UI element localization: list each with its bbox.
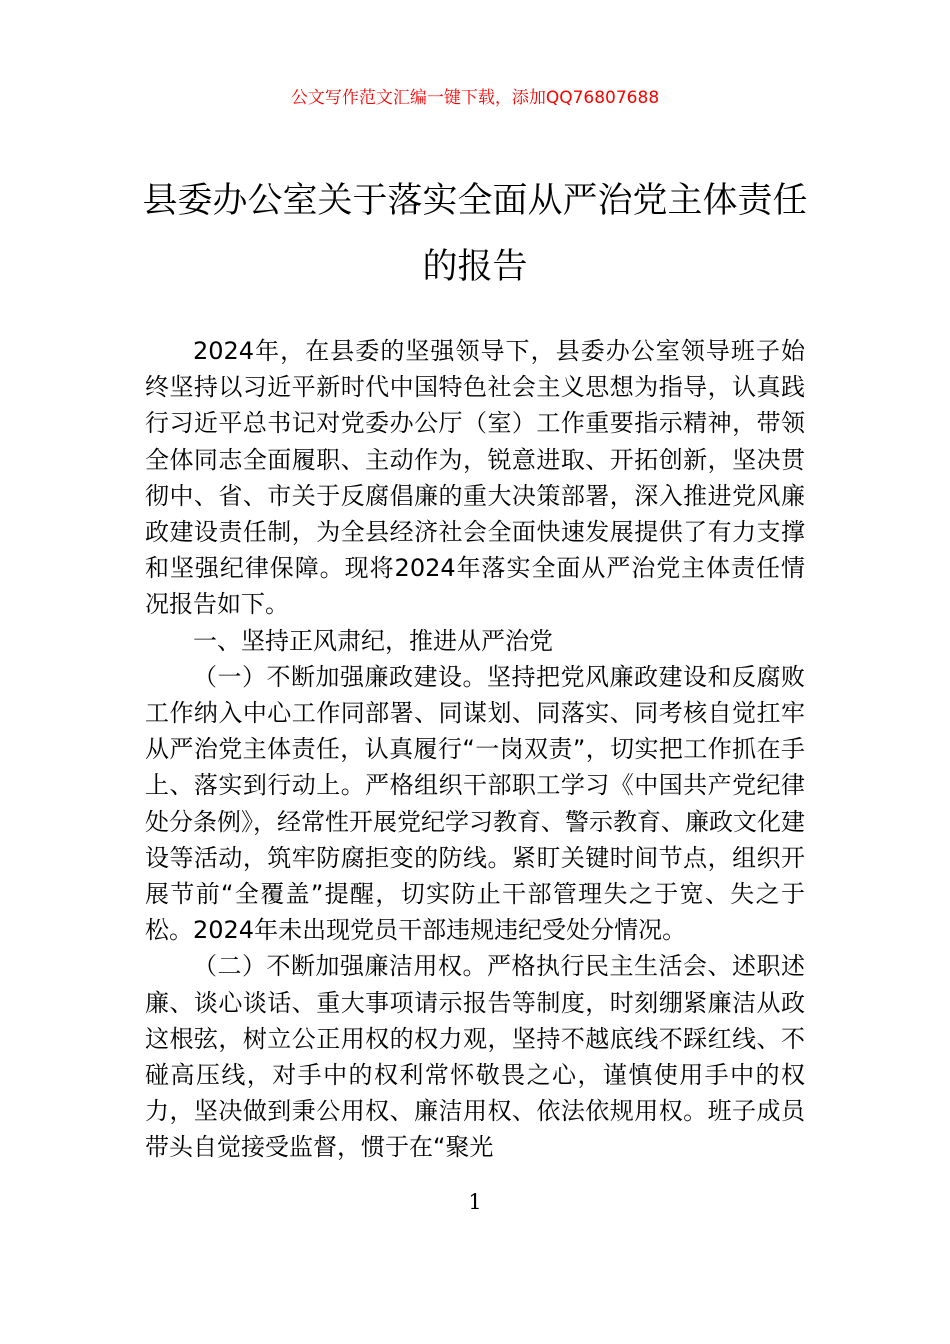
document-body	[145, 333, 805, 1166]
section-heading: 一、坚持正风肃纪，推进从严治党	[193, 626, 553, 655]
body-paragraph-2: （二）不断加强廉洁用权。严格执行民主生活会、述职述廉、谈心谈话、重大事项请示报告等制度，时刻绷紧廉洁从政这根弦，树立公正用权的权力观，坚持不越底线不踩红线、不碰高压线，对手中的权利常怀敬畏之心，谨慎使用手中的权力，坚决做到秉公用权、廉洁用权、依法依规用权。班子成员带头自觉接受监督，惯于在“聚光	[145, 952, 805, 1162]
body-paragraph-1: （一）不断加强廉政建设。坚持把党风廉政建设和反腐败工作纳入中心工作同部署、同谋划、同落实、同考核自觉扛牢从严治党主体责任，认真履行“一岗双责”，切实把工作抓在手上、落实到行动上。严格组织干部职工学习《中国共产党纪律处分条例》，经常性开展党纪学习教育、警示教育、廉政文化建设等活动，筑牢防腐拒变的防线。紧盯关键时间节点，组织开展节前“全覆盖”提醒，切实防止干部管理失之于宽、失之于松。2024年未出现党员干部违规违纪受处分情况。	[145, 662, 805, 945]
download-banner: 公文写作范文汇编一键下载，添加QQ76807688	[290, 88, 660, 108]
document-title: 县委办公室关于落实全面从严治党主体责任的报告	[142, 181, 808, 287]
page-number: 1	[468, 1190, 482, 1214]
body-paragraph-intro: 2024年，在县委的坚强领导下，县委办公室领导班子始终坚持以习近平新时代中国特色社会主义思想为指导，认真践行习近平总书记对党委办公厅（室）工作重要指示精神，带领全体同志全面履职、主动作为，锐意进取、开拓创新，坚决贯彻中、省、市关于反腐倡廉的重大决策部署，深入推进党风廉政建设责任制，为全县经济社会全面快速发展提供了有力支撑和坚强纪律保障。现将2024年落实全面从严治党主体责任情况报告如下。	[145, 337, 805, 619]
